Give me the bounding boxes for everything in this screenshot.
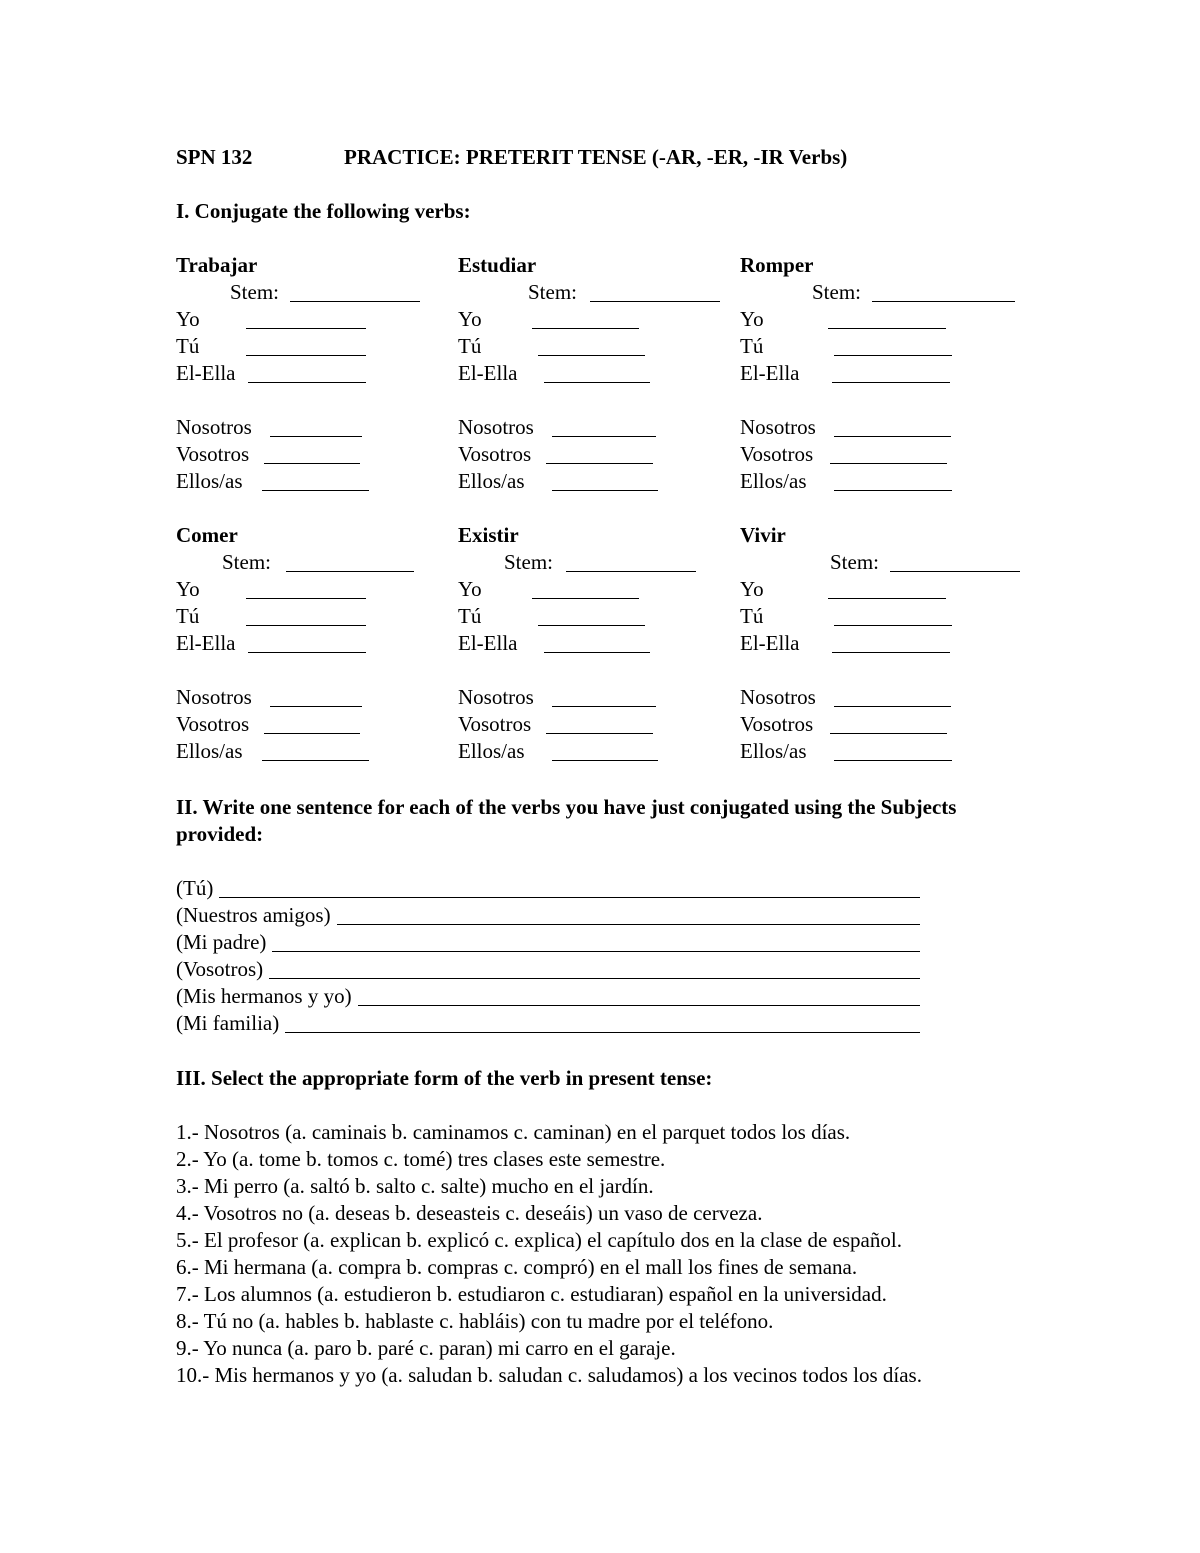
pronoun-nosotros-existir: Nosotros — [458, 685, 534, 709]
section-3-heading: III. Select the appropriate form of the verb in present tense: — [176, 1066, 713, 1090]
question-item: 2.- Yo (a. tome b. tomos c. tomé) tres clases este semestre. — [176, 1147, 666, 1171]
pronoun-ellosas-vivir: Ellos/as — [740, 739, 807, 763]
pronoun-t-romper: Tú — [740, 334, 764, 358]
sentence-blank[interactable] — [269, 978, 920, 979]
verb-title-romper: Romper — [740, 253, 814, 277]
answer-blank-vosotros-trabajar[interactable] — [264, 463, 360, 464]
pronoun-nosotros-comer: Nosotros — [176, 685, 252, 709]
pronoun-t-existir: Tú — [458, 604, 482, 628]
question-item: 7.- Los alumnos (a. estudieron b. estudiaron c. estudiaran) español en la universidad. — [176, 1282, 887, 1306]
answer-blank-yo-trabajar[interactable] — [246, 328, 366, 329]
answer-blank-yo-romper[interactable] — [828, 328, 946, 329]
question-item: 8.- Tú no (a. hables b. hablaste c. habláis) con tu madre por el teléfono. — [176, 1309, 774, 1333]
sentence-blank[interactable] — [358, 1005, 920, 1006]
subject-label: (Tú) — [176, 876, 214, 900]
answer-blank-vosotros-existir[interactable] — [546, 733, 653, 734]
pronoun-ellosas-comer: Ellos/as — [176, 739, 243, 763]
stem-label-comer: Stem: — [222, 550, 272, 574]
verb-title-comer: Comer — [176, 523, 238, 547]
pronoun-vosotros-existir: Vosotros — [458, 712, 532, 736]
pronoun-elella-vivir: El-Ella — [740, 631, 800, 655]
pronoun-yo-comer: Yo — [176, 577, 200, 601]
pronoun-t-trabajar: Tú — [176, 334, 200, 358]
answer-blank-t-estudiar[interactable] — [538, 355, 645, 356]
answer-blank-yo-comer[interactable] — [246, 598, 366, 599]
answer-blank-t-existir[interactable] — [538, 625, 645, 626]
subject-label: (Nuestros amigos) — [176, 903, 331, 927]
question-item: 6.- Mi hermana (a. compra b. compras c. compró) en el mall los fines de semana. — [176, 1255, 858, 1279]
answer-blank-ellosas-trabajar[interactable] — [262, 490, 369, 491]
section-1-heading: I. Conjugate the following verbs: — [176, 199, 471, 223]
pronoun-vosotros-romper: Vosotros — [740, 442, 814, 466]
answer-blank-ellosas-existir[interactable] — [552, 760, 658, 761]
answer-blank-vosotros-vivir[interactable] — [830, 733, 947, 734]
pronoun-yo-estudiar: Yo — [458, 307, 482, 331]
answer-blank-nosotros-estudiar[interactable] — [552, 436, 656, 437]
pronoun-yo-existir: Yo — [458, 577, 482, 601]
pronoun-ellosas-estudiar: Ellos/as — [458, 469, 525, 493]
verb-title-estudiar: Estudiar — [458, 253, 537, 277]
stem-blank-trabajar[interactable] — [290, 301, 420, 302]
pronoun-elella-romper: El-Ella — [740, 361, 800, 385]
pronoun-yo-romper: Yo — [740, 307, 764, 331]
pronoun-elella-comer: El-Ella — [176, 631, 236, 655]
question-item: 3.- Mi perro (a. saltó b. salto c. salte) mucho en el jardín. — [176, 1174, 654, 1198]
stem-blank-existir[interactable] — [566, 571, 696, 572]
answer-blank-yo-estudiar[interactable] — [532, 328, 639, 329]
answer-blank-ellosas-romper[interactable] — [834, 490, 952, 491]
answer-blank-elella-vivir[interactable] — [832, 652, 950, 653]
pronoun-vosotros-comer: Vosotros — [176, 712, 250, 736]
pronoun-vosotros-vivir: Vosotros — [740, 712, 814, 736]
pronoun-nosotros-romper: Nosotros — [740, 415, 816, 439]
pronoun-yo-trabajar: Yo — [176, 307, 200, 331]
answer-blank-vosotros-comer[interactable] — [264, 733, 360, 734]
section-2-heading-line-2: provided: — [176, 822, 264, 846]
answer-blank-vosotros-estudiar[interactable] — [546, 463, 653, 464]
answer-blank-t-vivir[interactable] — [834, 625, 952, 626]
question-item: 1.- Nosotros (a. caminais b. caminamos c. caminan) en el parquet todos los días. — [176, 1120, 851, 1144]
answer-blank-yo-existir[interactable] — [532, 598, 639, 599]
answer-blank-nosotros-romper[interactable] — [834, 436, 951, 437]
pronoun-vosotros-trabajar: Vosotros — [176, 442, 250, 466]
sentence-blank[interactable] — [272, 951, 920, 952]
pronoun-ellosas-existir: Ellos/as — [458, 739, 525, 763]
pronoun-ellosas-trabajar: Ellos/as — [176, 469, 243, 493]
answer-blank-nosotros-existir[interactable] — [552, 706, 656, 707]
subject-label: (Mi padre) — [176, 930, 267, 954]
stem-blank-estudiar[interactable] — [590, 301, 720, 302]
answer-blank-t-romper[interactable] — [834, 355, 952, 356]
pronoun-elella-trabajar: El-Ella — [176, 361, 236, 385]
question-item: 5.- El profesor (a. explican b. explicó c. explica) el capítulo dos en la clase de español. — [176, 1228, 902, 1252]
pronoun-t-vivir: Tú — [740, 604, 764, 628]
answer-blank-ellosas-comer[interactable] — [262, 760, 369, 761]
sentence-blank[interactable] — [285, 1032, 920, 1033]
question-item: 4.- Vosotros no (a. deseas b. deseasteis c. deseáis) un vaso de cerveza. — [176, 1201, 763, 1225]
answer-blank-nosotros-comer[interactable] — [270, 706, 362, 707]
verb-title-existir: Existir — [458, 523, 519, 547]
stem-blank-vivir[interactable] — [890, 571, 1020, 572]
answer-blank-elella-comer[interactable] — [248, 652, 366, 653]
stem-label-estudiar: Stem: — [528, 280, 578, 304]
pronoun-yo-vivir: Yo — [740, 577, 764, 601]
verb-title-trabajar: Trabajar — [176, 253, 258, 277]
answer-blank-elella-existir[interactable] — [544, 652, 650, 653]
pronoun-nosotros-trabajar: Nosotros — [176, 415, 252, 439]
subject-label: (Vosotros) — [176, 957, 264, 981]
question-item: 9.- Yo nunca (a. paro b. paré c. paran) mi carro en el garaje. — [176, 1336, 676, 1360]
answer-blank-yo-vivir[interactable] — [828, 598, 946, 599]
subject-label: (Mi familia) — [176, 1011, 280, 1035]
question-item: 10.- Mis hermanos y yo (a. saludan b. saludan c. saludamos) a los vecinos todos los días. — [176, 1363, 922, 1387]
answer-blank-vosotros-romper[interactable] — [830, 463, 947, 464]
stem-label-trabajar: Stem: — [230, 280, 280, 304]
page-title: PRACTICE: PRETERIT TENSE (-AR, -ER, -IR Verbs) — [344, 145, 848, 169]
pronoun-vosotros-estudiar: Vosotros — [458, 442, 532, 466]
verb-title-vivir: Vivir — [740, 523, 786, 547]
section-2-heading-line-1: II. Write one sentence for each of the verbs you have just conjugated using the Subjects — [176, 795, 957, 819]
pronoun-t-estudiar: Tú — [458, 334, 482, 358]
course-code: SPN 132 — [176, 145, 253, 169]
pronoun-nosotros-estudiar: Nosotros — [458, 415, 534, 439]
stem-blank-romper[interactable] — [872, 301, 1015, 302]
answer-blank-elella-trabajar[interactable] — [248, 382, 366, 383]
stem-blank-comer[interactable] — [286, 571, 414, 572]
sentence-blank[interactable] — [337, 924, 920, 925]
answer-blank-ellosas-estudiar[interactable] — [552, 490, 658, 491]
answer-blank-ellosas-vivir[interactable] — [834, 760, 952, 761]
pronoun-elella-existir: El-Ella — [458, 631, 518, 655]
answer-blank-elella-romper[interactable] — [832, 382, 950, 383]
pronoun-nosotros-vivir: Nosotros — [740, 685, 816, 709]
stem-label-existir: Stem: — [504, 550, 554, 574]
answer-blank-t-trabajar[interactable] — [246, 355, 366, 356]
subject-label: (Mis hermanos y yo) — [176, 984, 352, 1008]
sentence-blank[interactable] — [219, 897, 920, 898]
pronoun-t-comer: Tú — [176, 604, 200, 628]
pronoun-elella-estudiar: El-Ella — [458, 361, 518, 385]
pronoun-ellosas-romper: Ellos/as — [740, 469, 807, 493]
answer-blank-nosotros-vivir[interactable] — [834, 706, 951, 707]
answer-blank-elella-estudiar[interactable] — [544, 382, 650, 383]
answer-blank-nosotros-trabajar[interactable] — [270, 436, 362, 437]
stem-label-vivir: Stem: — [830, 550, 880, 574]
stem-label-romper: Stem: — [812, 280, 862, 304]
answer-blank-t-comer[interactable] — [246, 625, 366, 626]
